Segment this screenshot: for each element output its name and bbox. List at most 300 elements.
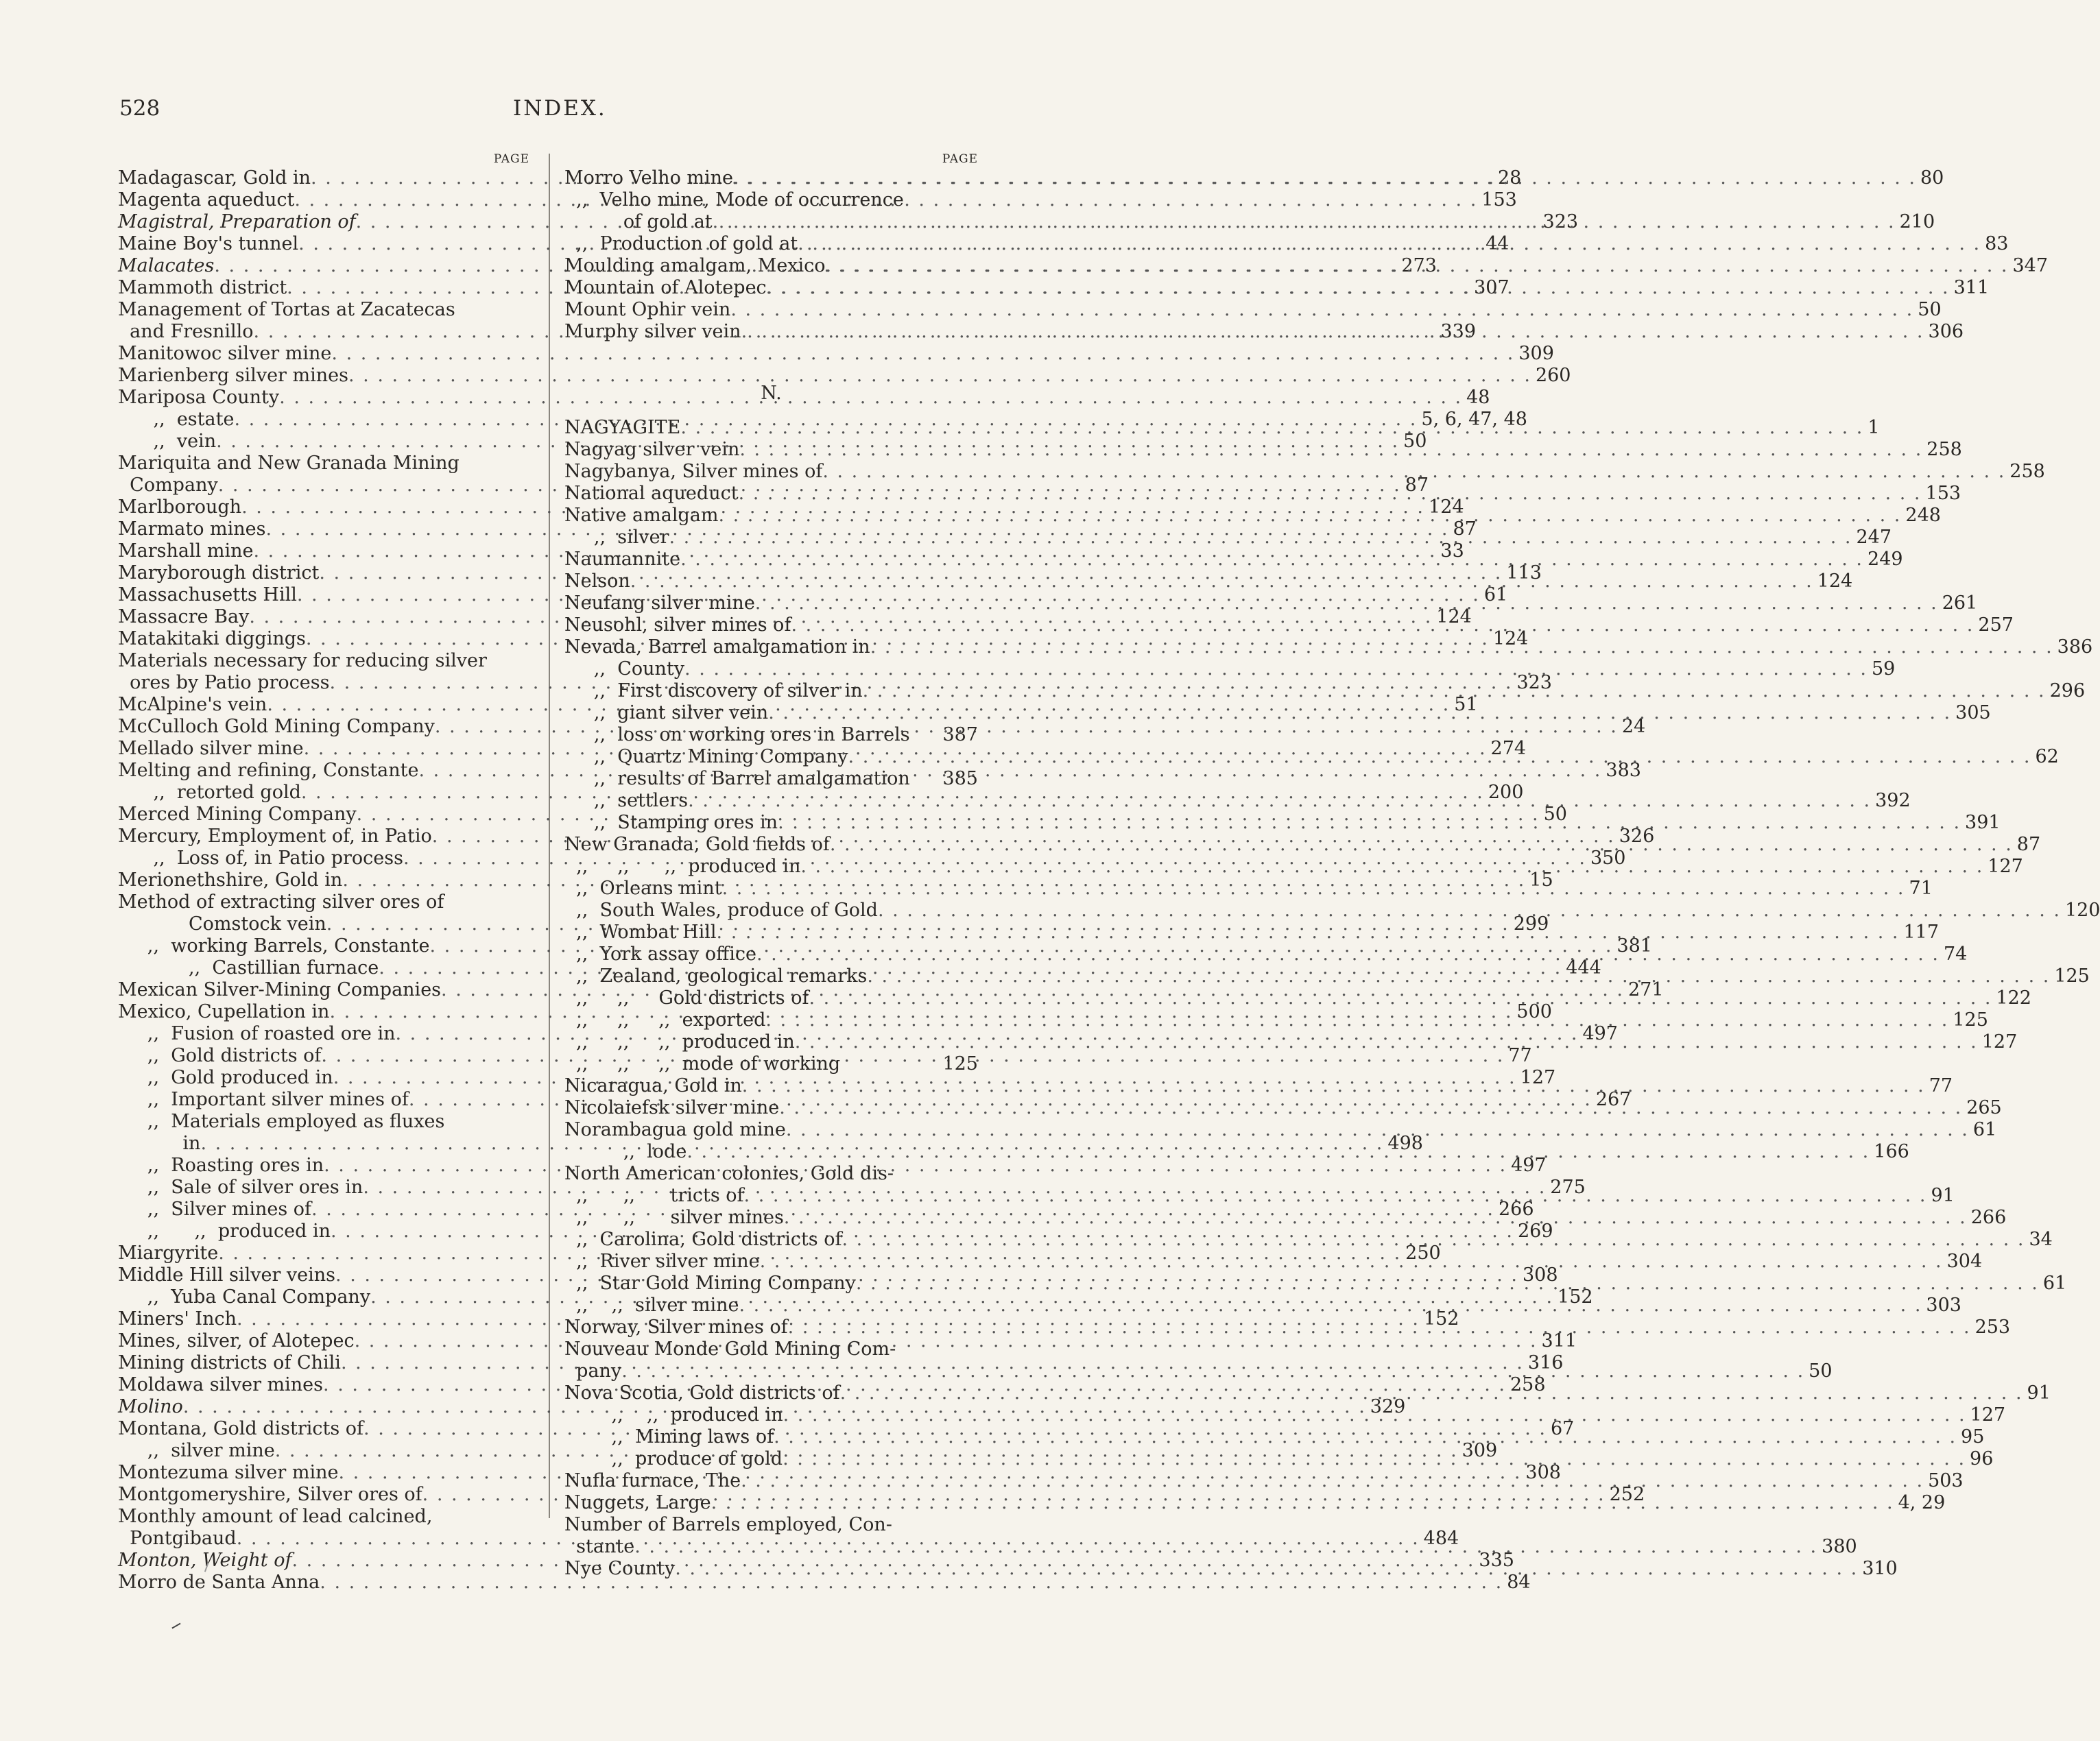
entry-page-number: 34 — [2029, 1229, 2053, 1250]
entry-label: Madagascar, Gold in — [118, 167, 311, 189]
entry-page-number: 61 — [1972, 1119, 1997, 1140]
entry-label: Massachusetts Hill — [118, 584, 297, 605]
dot-leader — [791, 614, 1974, 636]
entry-label: pany — [564, 1360, 622, 1382]
entry-label: Marienberg silver mines — [118, 365, 348, 386]
entry-label: ,, ,, ,, produced in — [564, 1031, 795, 1053]
entry-page-number: 127 — [1970, 1404, 2006, 1426]
entry-label: of gold at — [564, 211, 713, 232]
entry-label: Neusohl, silver mines of — [564, 614, 791, 636]
entry-label: Marshall mine — [118, 540, 254, 562]
dot-leader — [688, 790, 1871, 812]
index-entry — [118, 1572, 1531, 1594]
entry-label: ,, ,, ,, exported — [564, 1009, 766, 1031]
dot-leader — [848, 746, 2031, 768]
entry-label: ,, settlers — [564, 790, 689, 811]
entry-page-number: 253 — [1974, 1317, 2011, 1338]
dot-leader — [774, 1426, 1957, 1448]
entry-label: ,, Castillian furnace — [118, 957, 379, 978]
entry-label: ,, working Barrels, Constante — [118, 935, 430, 957]
dot-leader — [684, 658, 1868, 680]
entry-page-number: 258 — [2009, 461, 2045, 482]
entry-page-number: 386 — [2057, 636, 2093, 658]
dot-leader — [722, 878, 1905, 900]
entry-page-number: 152 — [1558, 1286, 1593, 1308]
entry-page-number: 329 — [1370, 1396, 1406, 1417]
dot-leader — [680, 417, 1863, 439]
entry-label: and Fresnillo — [118, 321, 254, 342]
dot-leader — [767, 277, 1950, 299]
entry-label: Method of extracting silver ores of — [118, 891, 444, 913]
entry-page-number: 50 — [1403, 431, 1427, 452]
entry-label: Mount Ophir vein — [564, 299, 731, 320]
entry-page-number: 122 — [1996, 987, 2031, 1009]
index-entry — [118, 299, 529, 321]
entry-page-number: 306 — [1928, 321, 1964, 342]
entry-label: Management of Tortas at Zacatecas — [118, 299, 455, 320]
entry-label: North American colonies, Gold dis- — [564, 1163, 894, 1184]
dot-leader — [675, 1558, 1858, 1580]
entry-page-number: 305 — [1955, 702, 1991, 723]
entry-label: Comstock vein — [118, 913, 326, 935]
entry-page-number: 83 — [1985, 233, 2009, 254]
entry-label: Monthly amount of lead calcined, — [118, 1506, 433, 1527]
entry-label: Norway, Silver mines of — [564, 1317, 788, 1338]
index-entry — [564, 768, 978, 790]
entry-page-number: 91 — [2027, 1382, 2051, 1404]
entry-page-number: 247 — [1856, 527, 1892, 548]
dot-leader — [809, 987, 1992, 1009]
entry-page-number: 257 — [1978, 614, 2014, 636]
entry-label: Maryborough district — [118, 562, 320, 584]
entry-page-number: 77 — [1929, 1075, 1953, 1096]
entry-label: Company — [118, 475, 218, 496]
entry-label: Nelson — [564, 571, 630, 592]
entry-page-number: 87 — [1453, 518, 1477, 540]
entry-page-number: 303 — [1926, 1295, 1961, 1316]
entry-label: Montgomeryshire, Silver ores of — [118, 1484, 422, 1505]
entry-page-number: 248 — [1905, 505, 1941, 526]
entry-label: ,, South Wales, produce of Gold — [564, 900, 878, 921]
entry-page-number: 61 — [1483, 584, 1508, 605]
entry-label: ,, silver — [564, 527, 669, 548]
entry-page-number: 260 — [1535, 365, 1571, 386]
entry-page-number: 323 — [1542, 211, 1579, 232]
dot-leader — [779, 1097, 1962, 1119]
entry-label: Mercury, Employment of, in Patio — [118, 826, 432, 847]
dot-leader — [744, 1185, 1927, 1207]
entry-label: Moldawa silver mines — [118, 1374, 324, 1395]
entry-label: Nufla furnace, The — [564, 1470, 741, 1491]
entry-page-number: 166 — [1874, 1141, 1909, 1162]
entry-label: Massacre Bay — [118, 606, 250, 627]
entry-label: National aqueduct — [564, 483, 739, 504]
entry-page-number: 274 — [1490, 738, 1527, 759]
dot-leader — [778, 812, 1961, 834]
entry-page-number: 266 — [1498, 1199, 1534, 1220]
dot-leader — [630, 571, 1813, 592]
entry-page-number: 117 — [1903, 922, 1940, 943]
entry-page-number: 87 — [1405, 475, 1429, 496]
dot-leader — [741, 1470, 1924, 1492]
entry-label: ,, First discovery of silver in — [564, 680, 863, 701]
entry-label: Mexico, Cupellation in — [118, 1001, 330, 1022]
entry-label: ,, silver mine — [118, 1440, 275, 1461]
entry-label: ,, Fusion of roasted ore in — [118, 1023, 396, 1044]
index-entry — [118, 453, 529, 475]
index-entry — [564, 1338, 978, 1360]
entry-label: Merced Mining Company — [118, 804, 357, 825]
page-label: PAGE — [942, 152, 978, 166]
index-entry — [118, 891, 529, 913]
entry-label: Materials necessary for reducing silver — [118, 650, 487, 671]
entry-label: ,, Materials employed as fluxes — [118, 1111, 445, 1132]
entry-label: ,, ,, ,, mode of working — [564, 1053, 841, 1074]
entry-label: ,, ,, Gold districts of — [564, 987, 809, 1009]
index-entry — [564, 189, 978, 211]
entry-page-number: 503 — [1928, 1470, 1964, 1491]
dot-leader — [687, 1141, 1870, 1163]
entry-page-number: 113 — [1506, 562, 1542, 584]
entry-label: Nicolaiefsk silver mine — [564, 1097, 780, 1118]
entry-page-number: 87 — [2016, 834, 2041, 855]
dot-leader — [786, 1119, 1969, 1141]
entry-label: Magistral, Preparation of — [118, 211, 356, 232]
entry-page-number: 200 — [1488, 782, 1524, 803]
entry-page-number: 4, 29 — [1898, 1492, 1946, 1513]
entry-label: Marlborough — [118, 496, 242, 518]
entry-label: Mines, silver, of Alotepec — [118, 1330, 355, 1352]
index-entry — [564, 299, 1942, 321]
index-entry — [118, 1506, 529, 1528]
entry-label: ,, ,, produced in — [564, 1404, 783, 1426]
entry-label: Nevada, Barrel amalgamation in — [564, 636, 870, 658]
entry-page-number: 497 — [1582, 1023, 1618, 1044]
entry-label: Number of Barrels employed, Con- — [564, 1514, 892, 1535]
entry-page-number: 326 — [1619, 826, 1655, 847]
dot-leader — [739, 1295, 1922, 1317]
entry-label: NAGYAGITE — [564, 417, 681, 438]
entry-label: ,, estate — [118, 409, 235, 430]
dot-leader — [788, 1317, 1971, 1338]
index-entry — [564, 1119, 1997, 1141]
dot-leader — [717, 922, 1900, 944]
dot-leader — [840, 1382, 2023, 1404]
dot-leader — [756, 944, 1940, 965]
dot-leader — [739, 483, 1922, 505]
dot-leader — [755, 592, 1938, 614]
dot-leader — [634, 1536, 1817, 1558]
entry-label: stante — [564, 1536, 635, 1557]
entry-page-number: 299 — [1513, 913, 1549, 935]
entry-label: Marmato mines — [118, 518, 266, 540]
entry-page-number: 304 — [1946, 1251, 1983, 1272]
dot-leader — [768, 702, 1951, 724]
dot-leader — [669, 527, 1852, 549]
entry-label: ,, Roasting ores in — [118, 1155, 324, 1176]
entry-page-number: 124 — [1492, 628, 1529, 649]
entry-label: Mountain of Alotepec — [564, 277, 767, 298]
entry-label: ,, Loss of, in Patio process — [118, 848, 403, 869]
entry-page-number: 381 — [1616, 935, 1652, 957]
dot-leader — [867, 965, 2050, 987]
entry-label: ,, Quartz Mining Company — [564, 746, 848, 767]
dot-leader — [784, 1207, 1967, 1229]
entry-page-number: 74 — [1943, 944, 1968, 965]
page-label: PAGE — [493, 152, 529, 166]
entry-label: ,, Sale of silver ores in — [118, 1177, 363, 1198]
entry-page-number: 77 — [1508, 1045, 1532, 1066]
index-entry — [564, 1163, 978, 1185]
entry-label: Nouveau Monde Gold Mining Com- — [564, 1338, 896, 1360]
entry-page-number: 258 — [1510, 1374, 1546, 1395]
entry-label: ,, ,, silver mines — [564, 1207, 784, 1228]
entry-page-number: 152 — [1423, 1308, 1459, 1330]
entry-page-number: 310 — [1862, 1558, 1898, 1579]
dot-leader — [711, 1492, 1894, 1514]
entry-page-number: 50 — [1543, 804, 1567, 825]
entry-label: Magenta aqueduct — [118, 189, 295, 211]
entry-page-number: 124 — [1436, 606, 1472, 627]
entry-label: Mammoth district — [118, 277, 287, 298]
entry-label: Nagyag silver vein — [564, 439, 740, 460]
entry-label: Melting and refining, Constante — [118, 760, 419, 781]
entry-label: ,, retorted gold — [118, 782, 301, 803]
page-number: 528 — [119, 96, 160, 121]
entry-page-number: 48 — [1466, 387, 1490, 408]
entry-label: New Granada, Gold fields of — [564, 834, 830, 855]
entry-page-number: 71 — [1909, 878, 1933, 899]
entry-label: in — [118, 1133, 201, 1154]
index-entry — [118, 343, 1554, 365]
dot-leader — [842, 1229, 2025, 1251]
entry-label: ,, Production of gold at — [564, 233, 798, 254]
entry-label: McCulloch Gold Mining Company — [118, 716, 435, 737]
entry-page-number: 1 — [1868, 417, 1880, 438]
entry-page-number: 249 — [1868, 549, 1903, 570]
dot-leader — [795, 1031, 1978, 1053]
entry-page-number: 125 — [2054, 965, 2090, 987]
entry-label: Miargyrite — [118, 1242, 219, 1264]
entry-page-number: 127 — [1520, 1067, 1556, 1088]
entry-page-number: 67 — [1551, 1418, 1575, 1439]
entry-page-number: 62 — [2035, 746, 2059, 767]
entry-label: ,, lode — [564, 1141, 687, 1162]
index-entry — [118, 1199, 1534, 1221]
entry-label: Neufang silver mine — [564, 592, 755, 614]
index-entry — [564, 658, 1896, 680]
dot-leader — [718, 505, 1901, 527]
entry-page-number: 258 — [1926, 439, 1962, 460]
entry-page-number: 50 — [1918, 299, 1942, 320]
entry-label: ,, giant silver vein — [564, 702, 769, 723]
entry-page-number: 273 — [1401, 255, 1437, 276]
print-mark — [171, 1623, 180, 1629]
entry-label: ,, Velho mine, Mode of occurrence — [564, 189, 904, 211]
index-entry — [564, 1053, 978, 1075]
entry-page-number: 323 — [1516, 672, 1552, 693]
entry-page-number: 267 — [1595, 1089, 1632, 1110]
entry-page-number: 120 — [2064, 900, 2100, 921]
entry-label: ,, Silver mines of — [118, 1199, 312, 1220]
entry-label: Montana, Gold districts of — [118, 1418, 364, 1439]
dot-leader — [765, 1009, 1948, 1031]
index-entry — [564, 1514, 978, 1536]
dot-leader — [822, 461, 2005, 483]
entry-page-number: 127 — [1988, 856, 2023, 877]
entry-page-number: 95 — [1961, 1426, 1985, 1448]
entry-label: ,, ,, tricts of — [564, 1185, 744, 1206]
entry-page-number: 350 — [1590, 848, 1626, 869]
entry-page-number: 275 — [1550, 1177, 1586, 1198]
entry-page-number: 311 — [1541, 1330, 1577, 1352]
entry-page-number: 391 — [1965, 812, 2001, 833]
entry-page-number: 153 — [1481, 189, 1517, 211]
entry-label: ,, Important silver mines of — [118, 1089, 409, 1110]
entry-page-number: 153 — [1925, 483, 1961, 504]
entry-label: ,, York assay office — [564, 944, 756, 965]
entry-page-number: 124 — [1817, 571, 1853, 592]
entry-label: Norambagua gold mine — [564, 1119, 786, 1140]
entry-label: Mexican Silver-Mining Companies — [118, 979, 442, 1000]
entry-label: Morro de Santa Anna — [118, 1572, 320, 1593]
entry-label: Mariquita and New Granada Mining — [118, 453, 460, 474]
dot-leader — [798, 233, 1981, 255]
entry-label: McAlpine's vein — [118, 694, 267, 715]
entry-label: ,, Star Gold Mining Company — [564, 1273, 856, 1294]
index-entry — [118, 387, 1490, 409]
index-entry — [564, 592, 1978, 614]
entry-page-number: 311 — [1953, 277, 1990, 298]
entry-page-number: 316 — [1527, 1352, 1564, 1373]
entry-page-number: 265 — [1966, 1097, 2002, 1118]
entry-page-number: 308 — [1525, 1462, 1561, 1483]
entry-label: ,, Carolina, Gold districts of — [564, 1229, 842, 1250]
entry-page-number: 339 — [1440, 321, 1477, 342]
entry-label: ,, results of Barrel amalgamation — [564, 768, 910, 789]
entry-page-number: 127 — [1981, 1031, 2018, 1053]
page-title: INDEX. — [513, 96, 607, 121]
entry-label: Malacates — [118, 255, 215, 276]
entry-page-number: 5, 6, 47, 48 — [1421, 409, 1527, 430]
entry-page-number: 124 — [1429, 496, 1464, 518]
dot-leader — [680, 549, 1863, 571]
entry-label: ,, River silver mine — [564, 1251, 760, 1272]
entry-label: Naumannite — [564, 549, 681, 570]
entry-label: Murphy silver vein — [564, 321, 741, 342]
entry-page-number: 444 — [1566, 957, 1601, 978]
entry-label: Merionethshire, Gold in — [118, 869, 343, 891]
entry-page-number: 96 — [1970, 1448, 1994, 1469]
entry-page-number: 335 — [1479, 1550, 1514, 1571]
dot-leader — [741, 321, 1924, 343]
index-entry — [118, 650, 529, 672]
dot-leader — [783, 1448, 1966, 1470]
entry-page-number: 307 — [1474, 277, 1510, 298]
entry-label: Maine Boy's tunnel — [118, 233, 299, 254]
entry-label: Nuggets, Large — [564, 1492, 711, 1513]
entry-page-number: 484 — [1423, 1528, 1459, 1549]
entry-page-number: 383 — [1606, 760, 1641, 781]
section-letter-heading: N. — [761, 383, 782, 404]
entry-page-number: 59 — [1872, 658, 1896, 680]
entry-label: ,, ,, produced in — [118, 1221, 331, 1242]
dot-leader — [733, 167, 1916, 189]
index-entry — [564, 900, 2100, 922]
entry-label: ores by Patio process — [118, 672, 330, 693]
entry-label: Montezuma silver mine — [118, 1462, 339, 1483]
index-entry — [564, 724, 978, 746]
entry-page-number: 308 — [1523, 1264, 1558, 1286]
entry-label: ,, Mining laws of — [564, 1426, 774, 1448]
entry-page-number: 392 — [1875, 790, 1911, 811]
entry-label: ,, loss on working ores in Barrels — [564, 724, 910, 745]
entry-label: ,, ,, ,, produced in — [564, 856, 801, 877]
entry-page-number: 51 — [1454, 694, 1478, 715]
entry-label: ,, Gold produced in — [118, 1067, 333, 1088]
entry-page-number: 15 — [1529, 869, 1553, 891]
entry-page-number: 269 — [1517, 1221, 1553, 1242]
entry-label: Moulding amalgam, Mexico — [564, 255, 826, 276]
index-entry — [564, 461, 2045, 483]
entry-page-number: 33 — [1440, 540, 1464, 562]
entry-label: Molino — [118, 1396, 183, 1417]
entry-page-number: 497 — [1511, 1155, 1547, 1176]
entry-page-number: 271 — [1627, 979, 1664, 1000]
entry-page-number: 44 — [1485, 233, 1510, 254]
entry-page-number: 380 — [1822, 1536, 1857, 1557]
entry-label: Nagybanya, Silver mines of — [564, 461, 823, 482]
entry-page-number: 80 — [1920, 167, 1944, 189]
dot-leader — [830, 834, 2013, 856]
dot-leader — [621, 1360, 1804, 1382]
entry-page-number: 296 — [2049, 680, 2086, 701]
dot-leader — [870, 636, 2053, 658]
entry-label: Nicaragua, Gold in — [564, 1075, 742, 1096]
entry-page-number: 250 — [1405, 1242, 1441, 1264]
dot-leader — [742, 1075, 1925, 1097]
dot-leader — [783, 1404, 1966, 1426]
entry-page-number: 498 — [1387, 1133, 1423, 1154]
entry-label: ,, ,, silver mine — [564, 1295, 739, 1316]
entry-page-number: 266 — [1970, 1207, 2007, 1228]
entry-page-number: 385 — [942, 768, 978, 789]
entry-page-number: 125 — [942, 1053, 978, 1074]
entry-page-number: 309 — [1461, 1440, 1498, 1461]
dot-leader — [713, 211, 1896, 233]
entry-page-number: 50 — [1809, 1360, 1833, 1382]
entry-label: ,, Yuba Canal Company — [118, 1286, 371, 1308]
dot-leader — [739, 439, 1922, 461]
entry-label: ,, Zealand, geological remarks — [564, 965, 868, 987]
entry-page-number: 347 — [2012, 255, 2049, 276]
index-entry — [118, 1111, 529, 1133]
entry-page-number: 61 — [2042, 1273, 2067, 1294]
dot-leader — [826, 255, 2009, 277]
entry-label: Nova Scotia, Gold districts of — [564, 1382, 840, 1404]
entry-label: Middle Hill silver veins — [118, 1264, 336, 1286]
entry-label: Mellado silver mine — [118, 738, 304, 759]
dot-leader — [878, 900, 2061, 922]
entry-label: ,, Orleans mint — [564, 878, 722, 899]
entry-label: Manitowoc silver mine — [118, 343, 332, 364]
entry-label: Mining districts of Chili — [118, 1352, 341, 1373]
dot-leader — [730, 299, 1913, 321]
entry-page-number: 28 — [1498, 167, 1522, 189]
dot-leader — [856, 1273, 2039, 1295]
entry-label: Nye County — [564, 1558, 676, 1579]
entry-label: ,, vein — [118, 431, 217, 452]
